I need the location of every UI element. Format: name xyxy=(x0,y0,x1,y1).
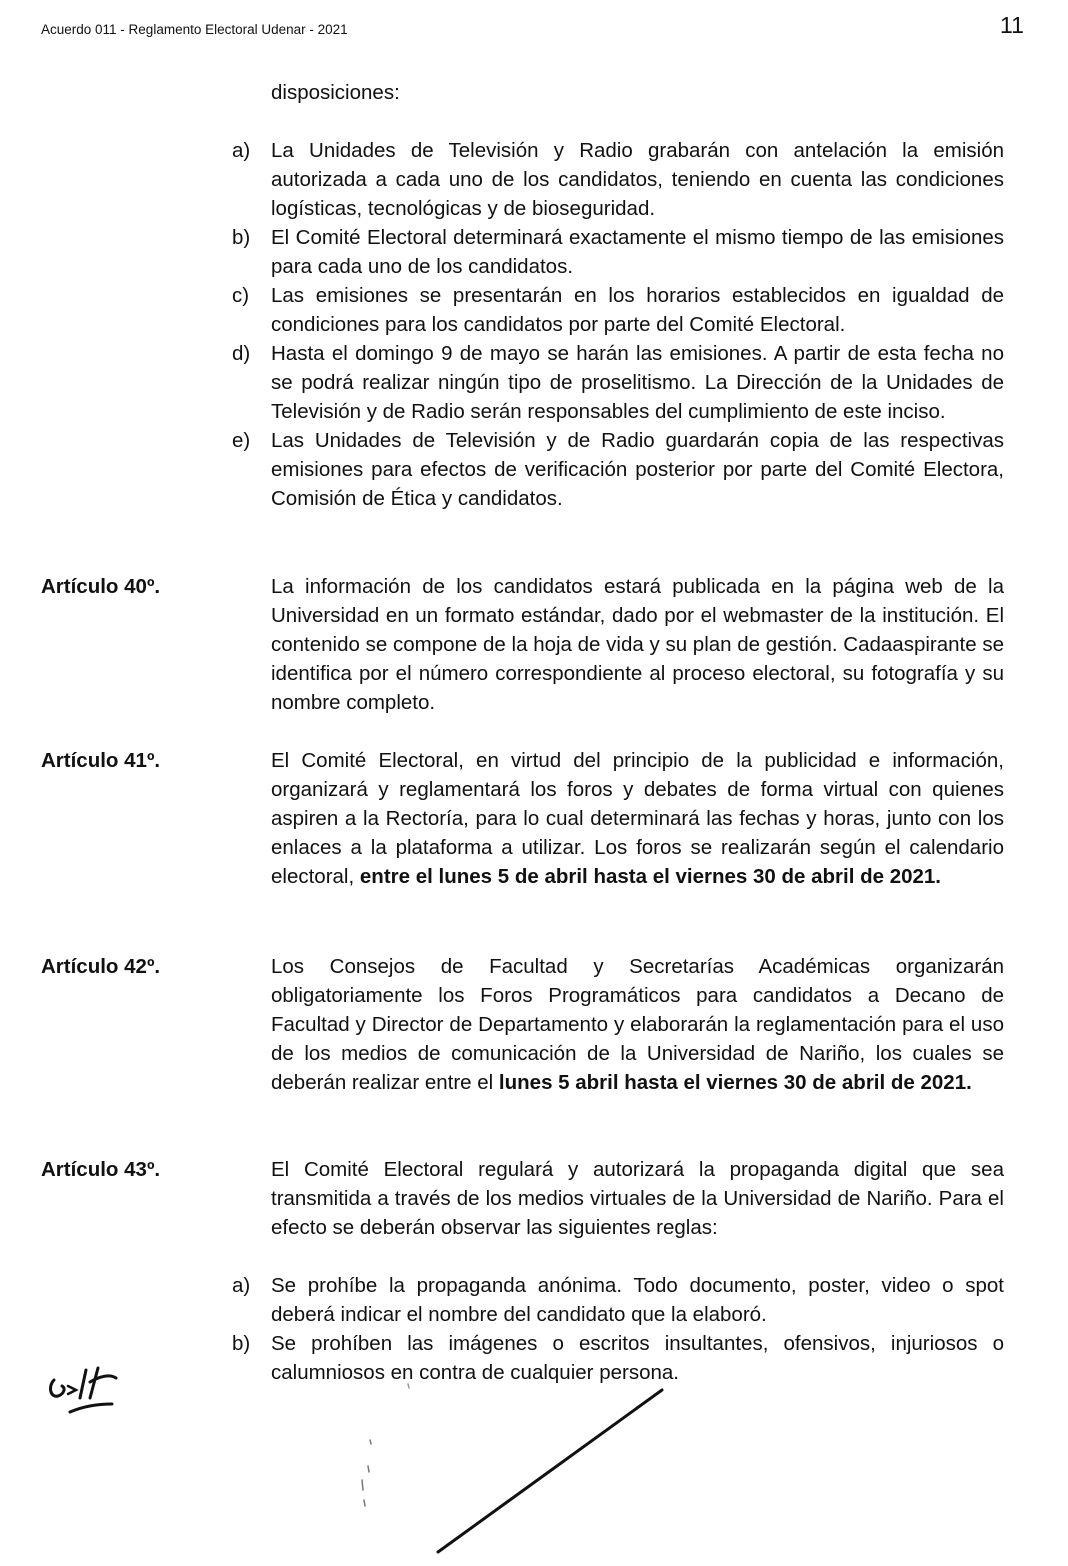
list-item-text: Se prohíben las imágenes o escritos insultantes, ofensivos, injuriosos o calumniosos en contra de cualquier persona. xyxy=(271,1332,1004,1384)
article-40-label: Artículo 40º. xyxy=(41,575,161,598)
list-item xyxy=(232,136,1004,223)
article-40-text: La información de los candidatos estará publicada en la página web de la Universidad en un formato estándar, dado por el webmaster de la institución. El contenido se compone de la hoja de vida y su plan de gestión. Cadaaspirante se identifica por el número correspondiente al proceso electoral, su fotografía y su nombre completo. xyxy=(271,575,1004,714)
list-marker: b) xyxy=(232,226,251,249)
emissions-list xyxy=(232,136,1004,513)
article-41-label: Artículo 41º. xyxy=(41,749,161,772)
article-43-label: Artículo 43º. xyxy=(41,1158,161,1181)
article-41-dates: entre el lunes 5 de abril hasta el viernes 30 de abril de 2021. xyxy=(359,865,942,888)
list-marker: b) xyxy=(232,1332,251,1355)
list-item xyxy=(232,1271,1004,1329)
list-item xyxy=(232,1329,1004,1387)
list-item-text: La Unidades de Televisión y Radio grabarán con antelación la emisión autorizada a cada uno de los candidatos, teniendo en cuenta las condiciones logísticas, tecnológicas y de bioseguridad. xyxy=(271,139,1004,220)
list-item-text: Las Unidades de Televisión y de Radio guardarán copia de las respectivas emisiones para efectos de verificación posterior por parte del Comité Electora, Comisión de Ética y candidatos. xyxy=(271,429,1004,510)
list-item-text: Hasta el domingo 9 de mayo se harán las emisiones. A partir de esta fecha no se podrá realizar ningún tipo de proselitismo. La Dirección de la Unidades de Televisión y de Radio serán responsables del cumplimiento de este inciso. xyxy=(271,342,1004,423)
list-item xyxy=(232,339,1004,426)
article-42-body: Los Consejos de Facultad y Secretarías Académicas organizarán obligatoriamente los Foros Programáticos para candidatos a Decano de Facultad y Director de Departamento y elaborarán la reglamentación para el uso de los medios de comunicación de la Universidad de Nariño, los cuales se deberán realizar entre el xyxy=(271,955,1004,1094)
list-marker: a) xyxy=(232,1274,251,1297)
article-41-body: El Comité Electoral, en virtud del principio de la publicidad e información, organizará y reglamentará los foros y debates de forma virtual con quienes aspiren a la Rectoría, para lo cual determinará las fechas y horas, junto con los enlaces a la plataforma a utilizar. Los foros se realizarán según el calendario electoral, xyxy=(271,749,1004,888)
list-item-text: Se prohíbe la propaganda anónima. Todo documento, poster, video o spot deberá indicar el nombre del candidato que la elaboró. xyxy=(271,1274,1004,1326)
list-marker: c) xyxy=(232,284,250,307)
list-item xyxy=(232,426,1004,513)
list-item-text: El Comité Electoral determinará exactamente el mismo tiempo de las emisiones para cada uno de los candidatos. xyxy=(271,226,1004,278)
list-item-text: Las emisiones se presentarán en los horarios establecidos en igualdad de condiciones para los candidatos por parte del Comité Electoral. xyxy=(271,284,1004,336)
document-header: Acuerdo 011 - Reglamento Electoral Udenar - 2021 xyxy=(41,22,348,37)
article-42-label: Artículo 42º. xyxy=(41,955,161,978)
handwritten-signature-icon xyxy=(340,1380,700,1560)
intro-text: disposiciones: xyxy=(271,81,400,104)
article-42-dates: lunes 5 abril hasta el viernes 30 de abril de 2021. xyxy=(498,1071,972,1094)
propaganda-rules-list xyxy=(232,1271,1004,1387)
article-41-text xyxy=(271,746,1004,891)
article-43-text: El Comité Electoral regulará y autorizará la propaganda digital que sea transmitida a través de los medios virtuales de la Universidad de Nariño. Para el efecto se deberán observar las siguientes reglas: xyxy=(271,1158,1004,1239)
list-marker: d) xyxy=(232,342,251,365)
list-item xyxy=(232,281,1004,339)
article-42-text xyxy=(271,952,1004,1097)
handwritten-initials-icon xyxy=(40,1360,130,1430)
page-number: 11 xyxy=(1000,12,1024,38)
list-marker: a) xyxy=(232,139,251,162)
list-marker: e) xyxy=(232,429,251,452)
list-item xyxy=(232,223,1004,281)
